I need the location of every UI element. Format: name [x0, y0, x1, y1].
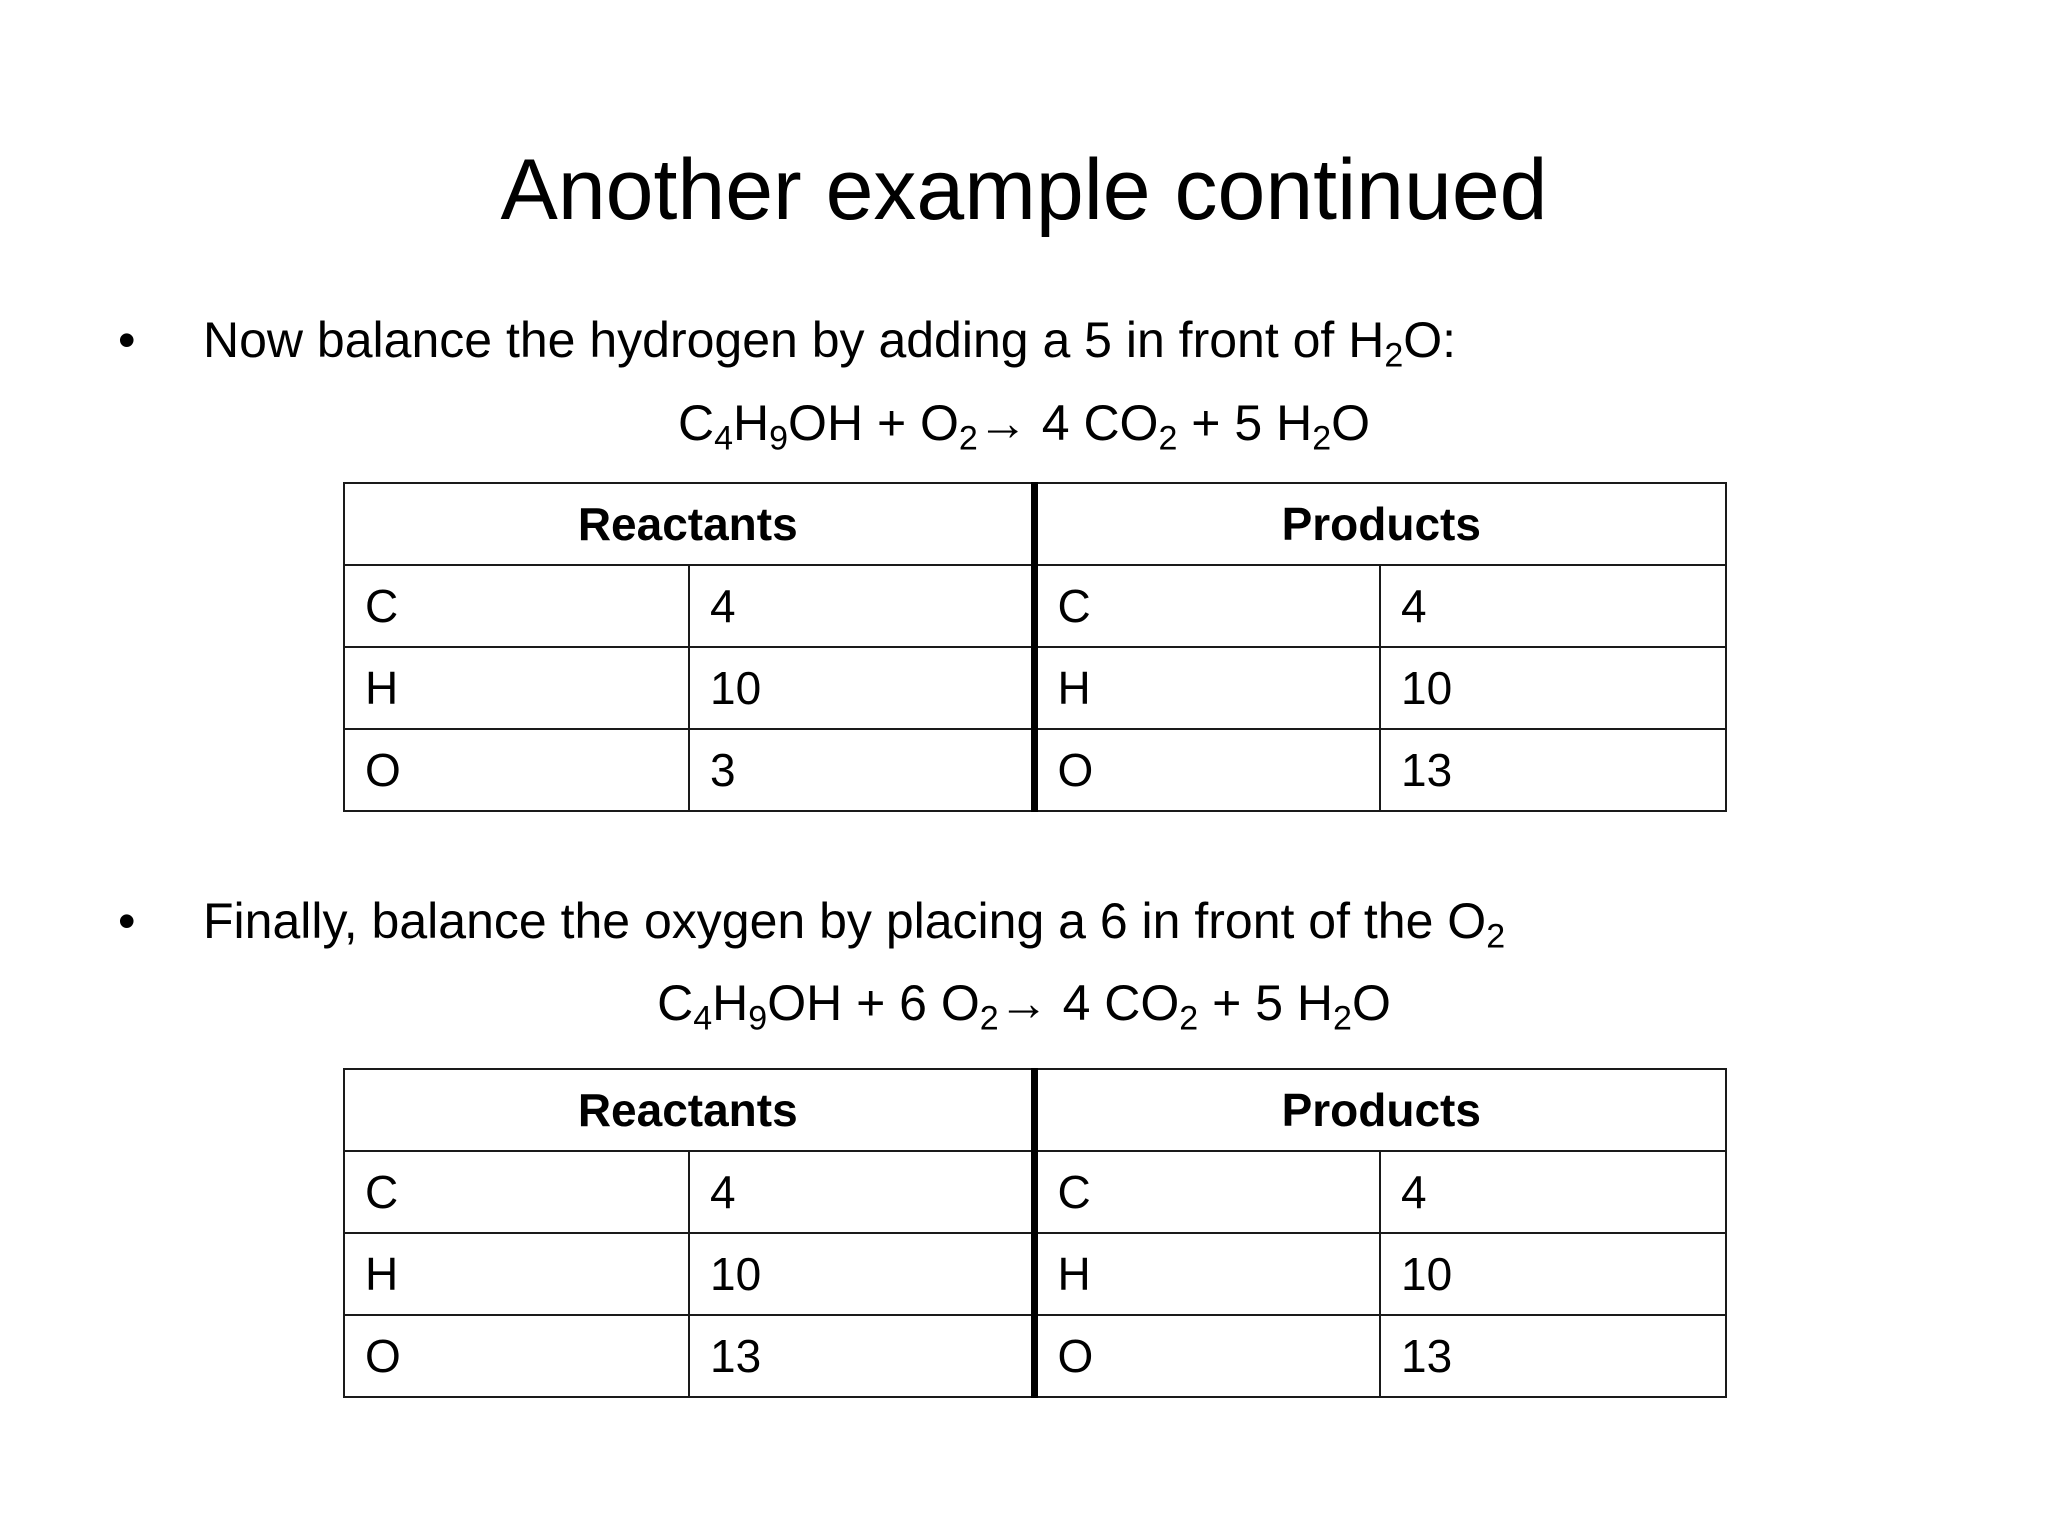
eq-sub: 9: [748, 999, 768, 1038]
table-cell: C: [344, 1151, 689, 1233]
products-header: Products: [1034, 1069, 1726, 1151]
table-cell: 10: [689, 647, 1034, 729]
reactants-header: Reactants: [344, 1069, 1034, 1151]
table-cell: H: [1034, 647, 1380, 729]
eq-text: 4 CO: [1062, 975, 1180, 1031]
eq-text: O: [1351, 975, 1391, 1031]
reactants-header: Reactants: [344, 483, 1034, 565]
table-cell: 4: [689, 1151, 1034, 1233]
table-cell: O: [1034, 1315, 1380, 1397]
table-row: [344, 729, 1726, 811]
table-row: [344, 1233, 1726, 1315]
table-cell: O: [1034, 729, 1380, 811]
eq-sub: 9: [769, 419, 789, 458]
table-cell: H: [344, 647, 689, 729]
subscript: 2: [1486, 917, 1506, 956]
eq-text: + 5 H: [1212, 975, 1334, 1031]
table-cell: H: [1034, 1233, 1380, 1315]
eq-text: 4 CO: [1041, 395, 1159, 451]
table-cell: O: [344, 729, 689, 811]
equation-oxygen: [0, 968, 2048, 1038]
table-header-row: [344, 483, 1726, 565]
eq-sub: 4: [714, 419, 734, 458]
eq-text: H: [712, 975, 749, 1031]
arrow-icon: →: [977, 395, 1028, 451]
table-cell: C: [344, 565, 689, 647]
table-cell: 13: [689, 1315, 1034, 1397]
bullet-text: Now balance the hydrogen by adding a 5 in front of H: [203, 312, 1385, 368]
bullet-text: Finally, balance the oxygen by placing a 6 in front of the O: [203, 893, 1487, 949]
eq-sub: 2: [1312, 419, 1332, 458]
eq-sub: 4: [693, 999, 713, 1038]
atom-count-table-1: [343, 482, 1727, 812]
eq-text: O: [1331, 395, 1371, 451]
eq-text: C: [677, 395, 715, 451]
table-cell: 4: [689, 565, 1034, 647]
table-header-row: [344, 1069, 1726, 1151]
table-cell: 10: [1380, 647, 1726, 729]
eq-sub: 2: [1333, 999, 1352, 1038]
equation-hydrogen: [0, 388, 2048, 458]
eq-sub: 2: [958, 419, 978, 458]
table-cell: 4: [1380, 565, 1726, 647]
bullet-icon: •: [118, 312, 136, 368]
table-cell: 13: [1380, 729, 1726, 811]
table-row: [344, 565, 1726, 647]
table-row: [344, 1151, 1726, 1233]
eq-text: H: [733, 395, 770, 451]
slide-title: Another example continued: [500, 142, 1548, 238]
arrow-icon: →: [998, 975, 1049, 1031]
eq-sub: 2: [979, 999, 999, 1038]
table-cell: 13: [1380, 1315, 1726, 1397]
products-header: Products: [1034, 483, 1726, 565]
eq-text: OH + 6 O: [767, 975, 980, 1031]
table-cell: 10: [1380, 1233, 1726, 1315]
table-row: [344, 1315, 1726, 1397]
table-cell: 3: [689, 729, 1034, 811]
bullet-icon: •: [118, 893, 136, 949]
atom-count-table-2: [343, 1068, 1727, 1398]
eq-text: C: [657, 975, 694, 1031]
eq-text: OH + O: [788, 395, 959, 451]
table-cell: O: [344, 1315, 689, 1397]
table-cell: 10: [689, 1233, 1034, 1315]
table-row: [344, 647, 1726, 729]
eq-sub: 2: [1158, 419, 1178, 458]
subscript: 2: [1384, 336, 1404, 375]
bullet-hydrogen: [118, 305, 1456, 375]
table-cell: H: [344, 1233, 689, 1315]
bullet-text-end: O:: [1403, 312, 1457, 368]
bullet-oxygen: [118, 886, 1505, 956]
eq-text: + 5 H: [1191, 395, 1313, 451]
table-cell: 4: [1380, 1151, 1726, 1233]
table-cell: C: [1034, 1151, 1380, 1233]
table-cell: C: [1034, 565, 1380, 647]
eq-sub: 2: [1179, 999, 1199, 1038]
